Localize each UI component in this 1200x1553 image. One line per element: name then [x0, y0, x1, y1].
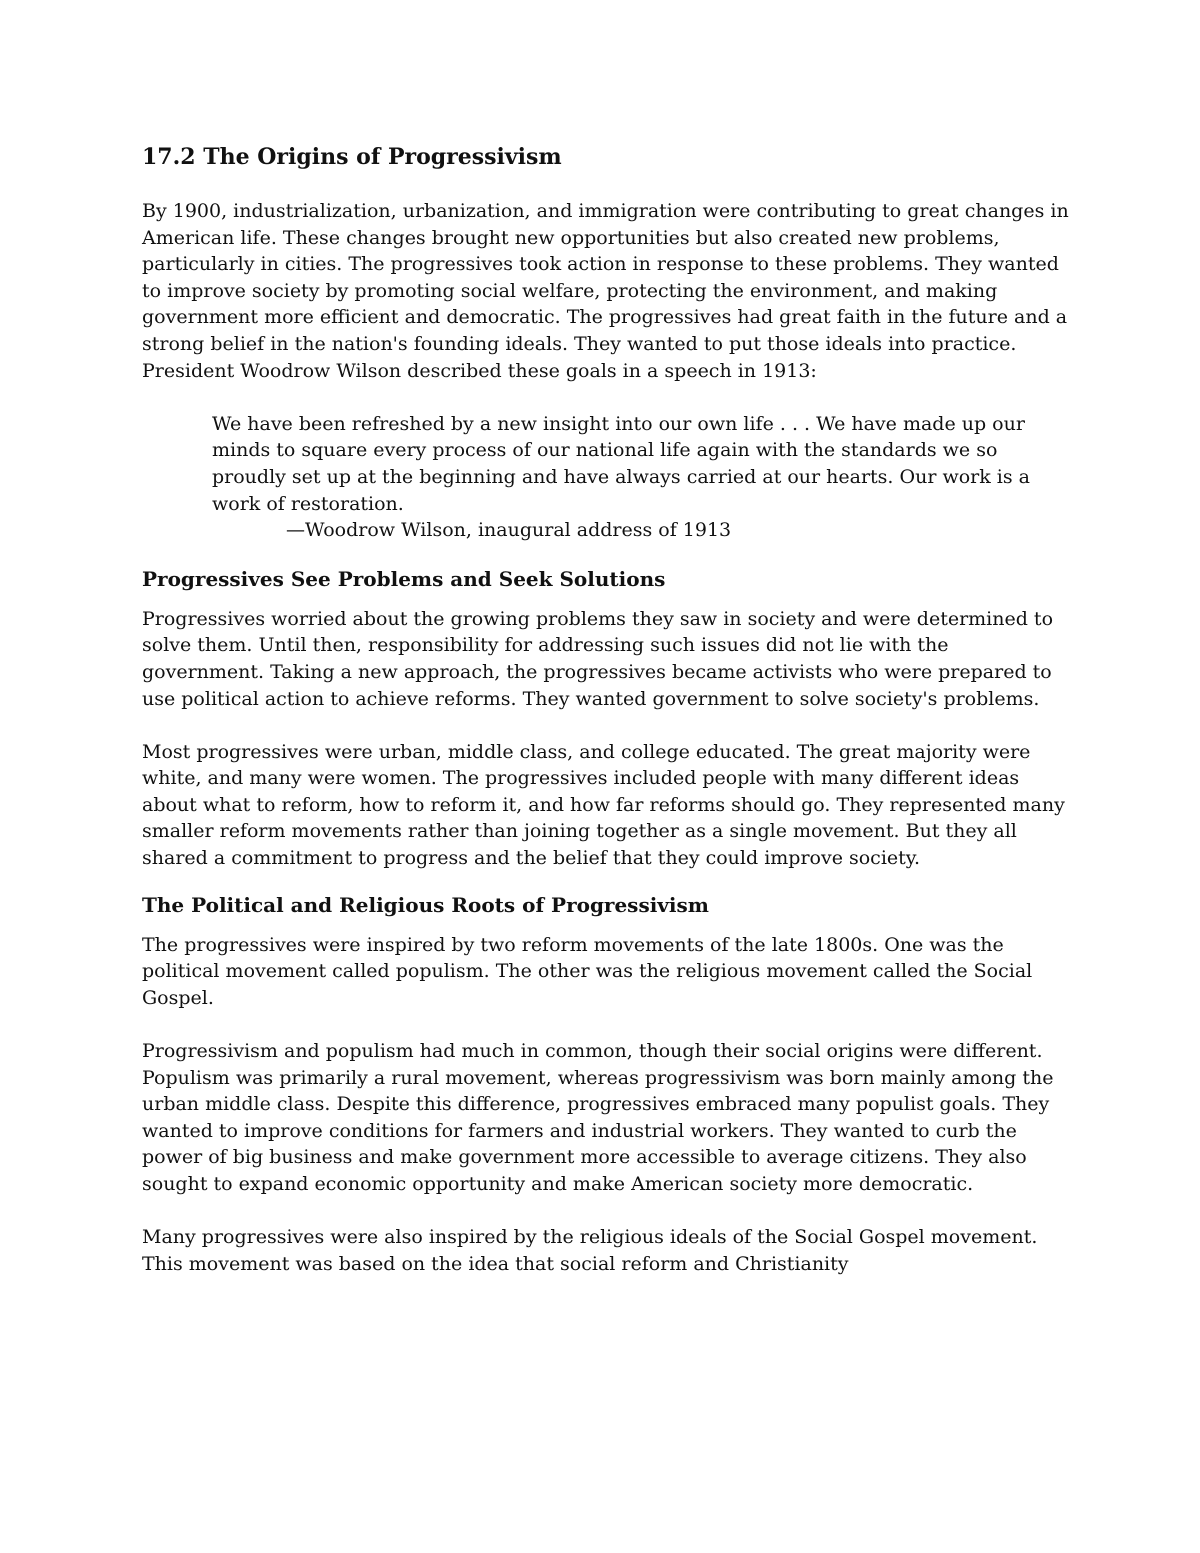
paragraph: Most progressives were urban, middle class, and college educated. The great majority were white, and many were women. The progressives included people with many different ideas about what to reform, how to reform it, and how far reforms should go. They represented many smaller reform movements rather than joining together as a single movement. But they all shared a commitment to progress and the belief that they could improve society. [142, 740, 1065, 870]
intro-paragraph: By 1900, industrialization, urbanization, and immigration were contributing to great changes in American life. These changes brought new opportunities but also created new problems, particularly in cities. The progressives took action in response to these problems. They wanted to improve society by promoting social welfare, protecting the environment, and making government more efficient and democratic. The progressives had great faith in the future and a strong belief in the nation's founding ideals. They wanted to put those ideals into practice. President Woodrow Wilson described these goals in a speech in 1913: [142, 200, 1069, 382]
quote-attribution: —Woodrow Wilson, inaugural address of 1913 [286, 519, 732, 542]
section-heading-roots: The Political and Religious Roots of Progressivism [142, 892, 709, 917]
paragraph: Progressives worried about the growing problems they saw in society and were determined to solve them. Until then, responsibility for addressing such issues did not lie with the government. Taking a new approach, the progressives became activists who were prepared to use political action to achieve reforms. They wanted government to solve society's problems. [142, 607, 1054, 710]
block-quote [212, 411, 1072, 544]
paragraph: The progressives were inspired by two reform movements of the late 1800s. One was the political movement called populism. The other was the religious movement called the Social Gospel. [142, 933, 1033, 1009]
page-title: 17.2 The Origins of Progressivism [142, 144, 562, 170]
paragraph: Many progressives were also inspired by the religious ideals of the Social Gospel movement. This movement was based on the idea that social reform and Christianity [142, 1226, 1038, 1275]
document-page [142, 140, 1072, 1277]
paragraph: Progressivism and populism had much in common, though their social origins were different. Populism was primarily a rural movement, whereas progressivism was born mainly among the urban middle class. Despite this difference, progressives embraced many populist goals. They wanted to improve conditions for farmers and industrial workers. They wanted to curb the power of big business and make government more accessible to average citizens. They also sought to expand economic opportunity and make American society more democratic. [142, 1040, 1054, 1195]
section-heading-problems: Progressives See Problems and Seek Solutions [142, 566, 666, 591]
quote-text: We have been refreshed by a new insight into our own life . . . We have made up our minds to square every process of our national life again with the standards we so proudly set up at the beginning and have always carried at our hearts. Our work is a work of restoration. [212, 412, 1030, 515]
